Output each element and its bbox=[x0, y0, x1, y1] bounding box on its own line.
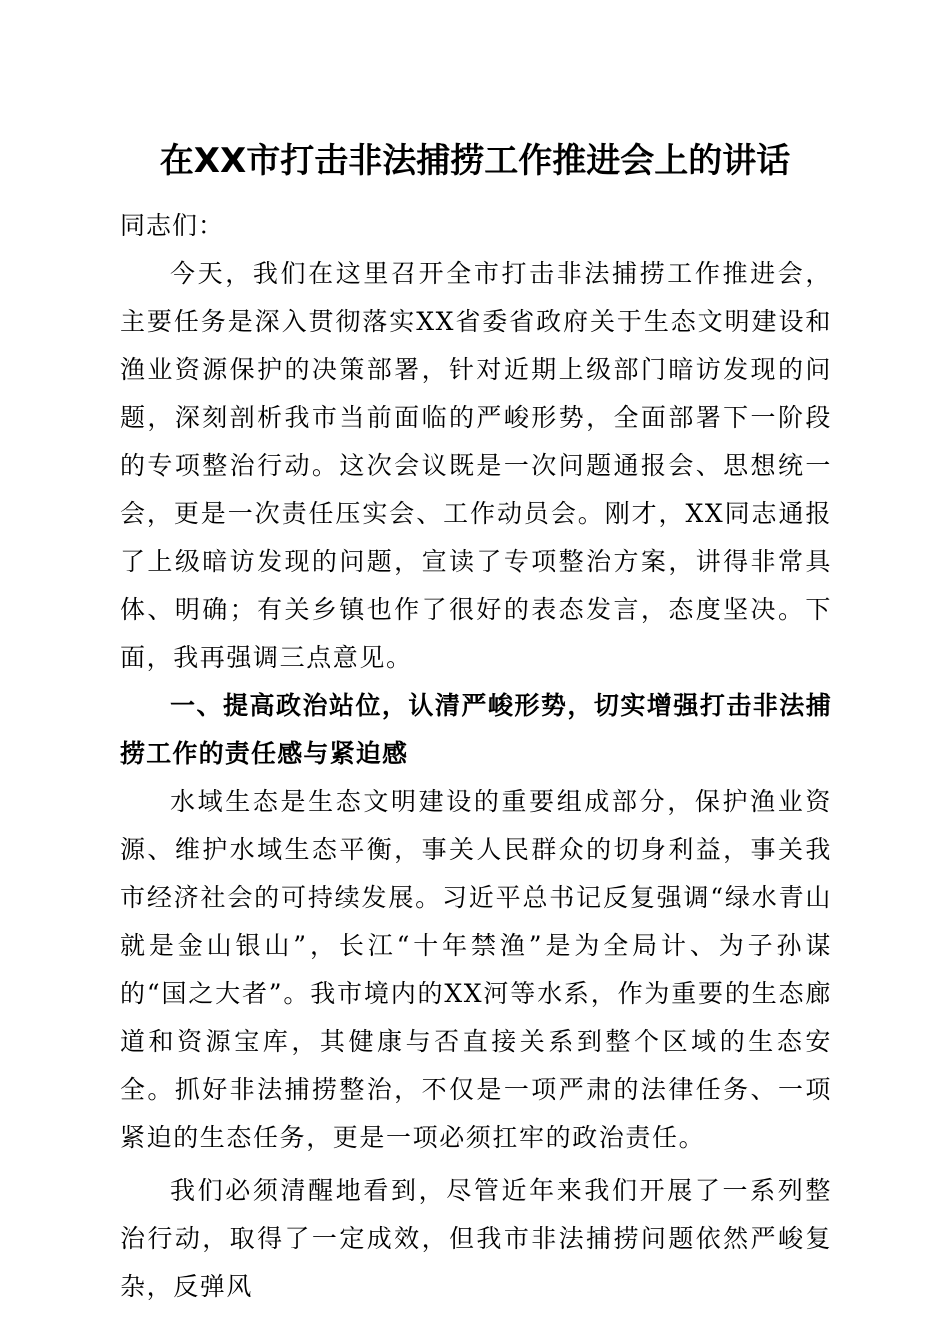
salutation: 同志们： bbox=[120, 211, 225, 240]
section-heading-1: 一、提高政治站位，认清严峻形势，切实增强打击非法捕捞工作的责任感与紧迫感 bbox=[120, 691, 832, 768]
document-title: 在XX市打击非法捕捞工作推进会上的讲话 bbox=[159, 141, 791, 181]
section-1-paragraph-2: 我们必须清醒地看到，尽管近年来我们开展了一系列整治行动，取得了一定成效，但我市非法捕捞问题依然严峻复杂，反弹风 bbox=[120, 1176, 832, 1301]
document-body bbox=[120, 202, 832, 1311]
opening-paragraph: 今天，我们在这里召开全市打击非法捕捞工作推进会，主要任务是深入贯彻落实XX省委省政府关于生态文明建设和渔业资源保护的决策部署，针对近期上级部门暗访发现的问题，深刻剖析我市当前面临的严峻形势，全面部署下一阶段的专项整治行动。这次会议既是一次问题通报会、思想统一会，更是一次责任压实会、工作动员会。刚才，XX同志通报了上级暗访发现的问题，宣读了专项整治方案，讲得非常具体、明确；有关乡镇也作了很好的表态发言，态度坚决。下面，我再强调三点意见。 bbox=[120, 259, 832, 672]
section-1-paragraph-1: 水域生态是生态文明建设的重要组成部分，保护渔业资源、维护水域生态平衡，事关人民群众的切身利益，事关我市经济社会的可持续发展。习近平总书记反复强调“绿水青山就是金山银山”，长江“十年禁渔”是为全局计、为子孙谋的“国之大者”。我市境内的XX河等水系，作为重要的生态廊道和资源宝库，其健康与否直接关系到整个区域的生态安全。抓好非法捕捞整治，不仅是一项严肃的法律任务、一项紧迫的生态任务，更是一项必须扛牢的政治责任。 bbox=[120, 787, 832, 1152]
